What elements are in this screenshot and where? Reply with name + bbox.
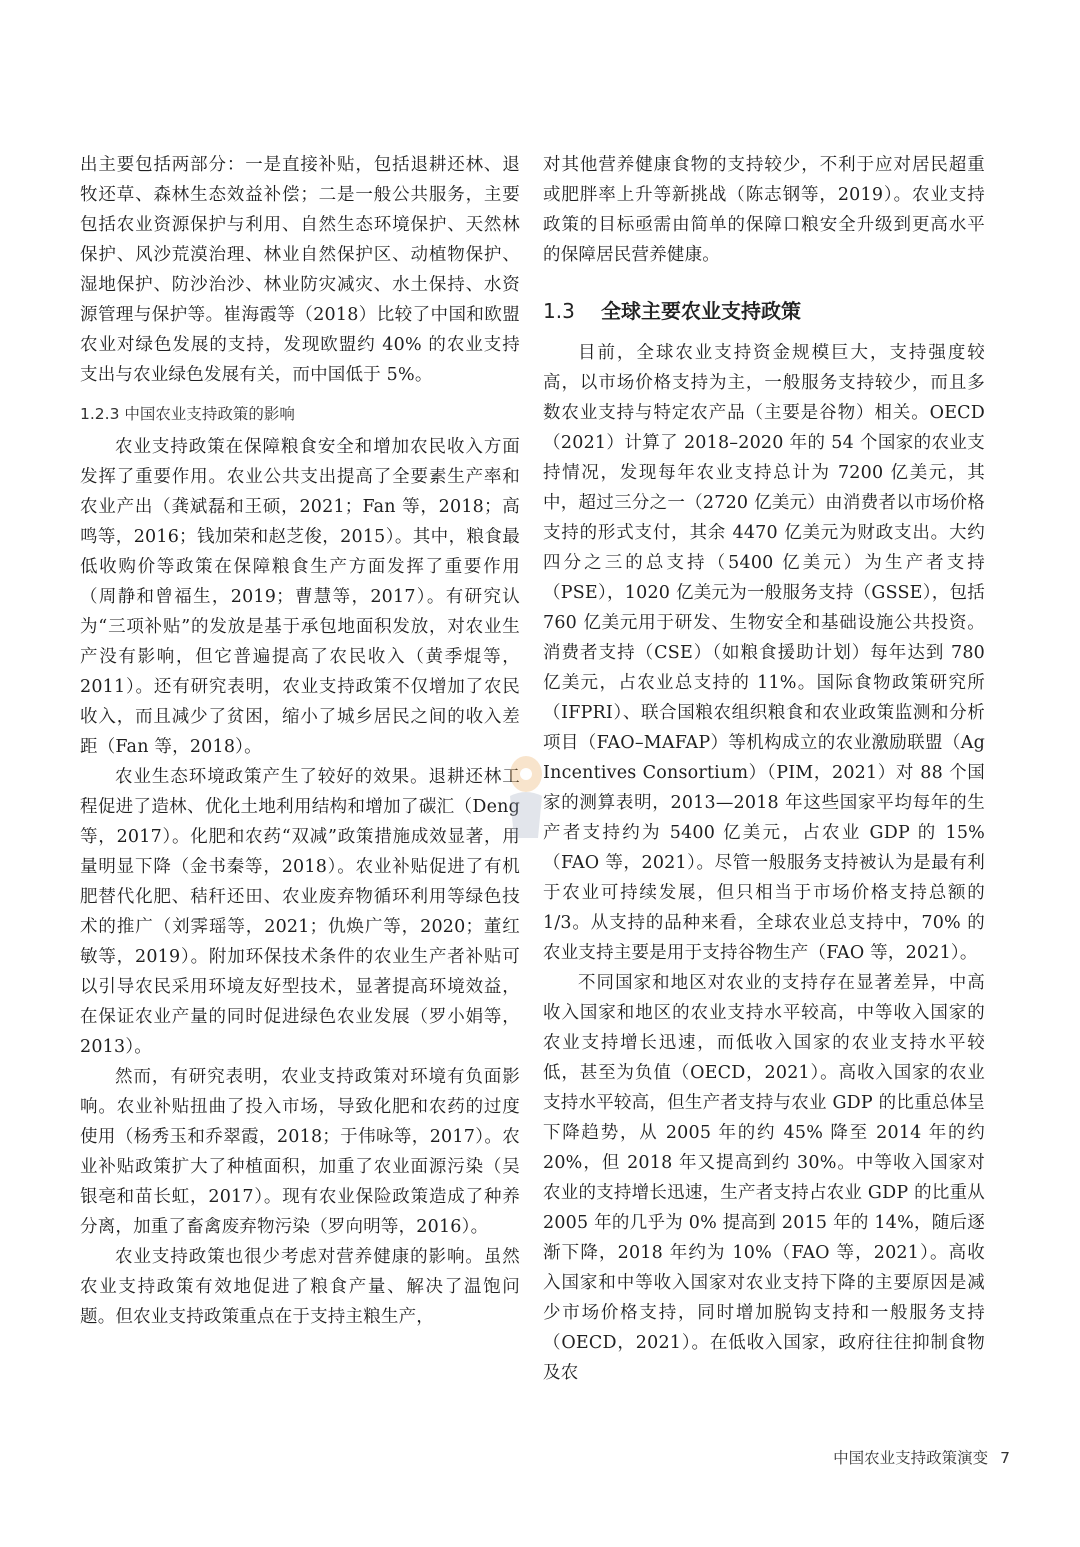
section-title: 全球主要农业支持政策 [601, 299, 801, 323]
subsection-heading: 1.2.3 中国农业支持政策的影响 [80, 405, 295, 423]
section-heading [543, 296, 985, 326]
paragraph: 农业生态环境政策产生了较好的效果。退耕还林工程促进了造林、优化土地利用结构和增加了碳汇（Deng 等，2017）。化肥和农药“双减”政策措施成效显著，用量明显下降（金书秦等，2018）。农业补贴促进了有机肥替代化肥、秸秆还田、农业废弃物循环利用等绿色技术的推广（刘霁瑶等，2021；仇焕广等，2020；董红敏等，2019）。附加环保技术条件的农业生产者补贴可以引导农民采用环境友好型技术，显著提高环境效益，在保证农业产量的同时促进绿色农业发展（罗小娟等，2013）。 [80, 767, 520, 1057]
right-column [543, 150, 985, 1388]
left-column [80, 150, 520, 1332]
paragraph: 对其他营养健康食物的支持较少，不利于应对居民超重或肥胖率上升等新挑战（陈志钢等，2019）。农业支持政策的目标亟需由简单的保障口粮安全升级到更高水平的保障居民营养健康。 [543, 155, 985, 265]
section-number: 1.3 [543, 299, 575, 323]
page-footer [833, 1446, 1010, 1468]
page-number: 7 [1000, 1449, 1010, 1467]
paragraph: 农业支持政策在保障粮食安全和增加农民收入方面发挥了重要作用。农业公共支出提高了全要素生产率和农业产出（龚斌磊和王硕，2021；Fan 等，2018；高鸣等，2016；钱加荣和赵芝俊，2015）。其中，粮食最低收购价等政策在保障粮食生产方面发挥了重要作用（周静和曾福生，2019；曹慧等，2017）。有研究认为“三项补贴”的发放是基于承包地面积发放，对农业生产没有影响，但它普遍提高了农民收入（黄季焜等，2011）。还有研究表明，农业支持政策不仅增加了农民收入，而且减少了贫困，缩小了城乡居民之间的收入差距（Fan 等，2018）。 [80, 437, 520, 757]
paragraph: 农业支持政策也很少考虑对营养健康的影响。虽然农业支持政策有效地促进了粮食产量、解决了温饱问题。但农业支持政策重点在于支持主粮生产， [80, 1247, 520, 1327]
paragraph: 目前，全球农业支持资金规模巨大，支持强度较高，以市场价格支持为主，一般服务支持较少，而且多数农业支持与特定农产品（主要是谷物）相关。OECD（2021）计算了 2018–2020 年的 54 个国家的农业支持情况，发现每年农业支持总计为 7200 亿美元，其中，超过三分之一（2720 亿美元）由消费者以市场价格支持的形式支付，其余 4470 亿美元为财政支出。大约四分之三的总支持（5400 亿美元）为生产者支持（PSE），1020 亿美元为一般服务支持（GSSE），包括 760 亿美元用于研发、生物安全和基础设施公共投资。消费者支持（CSE）（如粮食援助计划）每年达到 780 亿美元，占农业总支持的 11%。国际食物政策研究所（IFPRI）、联合国粮农组织粮食和农业政策监测和分析项目（FAO–MAFAP）等机构成立的农业激励联盟（Ag Incentives Consortium）（PIM，2021）对 88 个国家的测算表明，2013—2018 年这些国家平均每年的生产者支持约为 5400 亿美元，占农业 GDP 的 15%（FAO 等，2021）。尽管一般服务支持被认为是最有利于农业可持续发展，但只相当于市场价格支持总额的 1/3。从支持的品种来看，全球农业总支持中，70% 的农业支持主要是用于支持谷物生产（FAO 等，2021）。 [543, 343, 985, 963]
watermark-logo [496, 752, 556, 842]
paragraph: 不同国家和地区对农业的支持存在显著差异，中高收入国家和地区的农业支持水平较高，中等收入国家的农业支持增长迅速，而低收入国家的农业支持水平较低，甚至为负值（OECD，2021）。高收入国家的农业支持水平较高，但生产者支持与农业 GDP 的比重总体呈下降趋势，从 2005 年的约 45% 降至 2014 年的约 20%，但 2018 年又提高到约 30%。中等收入国家对农业的支持增长迅速，生产者支持占农业 GDP 的比重从 2005 年的几乎为 0% 提高到 2015 年的 14%，随后逐渐下降，2018 年约为 10%（FAO 等，2021）。高收入国家和中等收入国家对农业支持下降的主要原因是减少市场价格支持，同时增加脱钩支持和一般服务支持（OECD，2021）。在低收入国家，政府往往抑制食物及农 [543, 973, 985, 1383]
paragraph: 出主要包括两部分：一是直接补贴，包括退耕还林、退牧还草、森林生态效益补偿；二是一般公共服务，主要包括农业资源保护与利用、自然生态环境保护、天然林保护、风沙荒漠治理、林业自然保护区、动植物保护、湿地保护、防沙治沙、林业防灾减灾、水土保持、水资源管理与保护等。崔海霞等（2018）比较了中国和欧盟农业对绿色发展的支持，发现欧盟约 40% 的农业支持支出与农业绿色发展有关，而中国低于 5%。 [80, 155, 520, 385]
paragraph: 然而，有研究表明，农业支持政策对环境有负面影响。农业补贴扭曲了投入市场，导致化肥和农药的过度使用（杨秀玉和乔翠霞，2018；于伟咏等，2017）。农业补贴政策扩大了种植面积，加重了农业面源污染（吴银亳和苗长虹，2017）。现有农业保险政策造成了种养分离，加重了畜禽废弃物污染（罗向明等，2016）。 [80, 1067, 520, 1237]
running-title: 中国农业支持政策演变 [833, 1449, 989, 1467]
